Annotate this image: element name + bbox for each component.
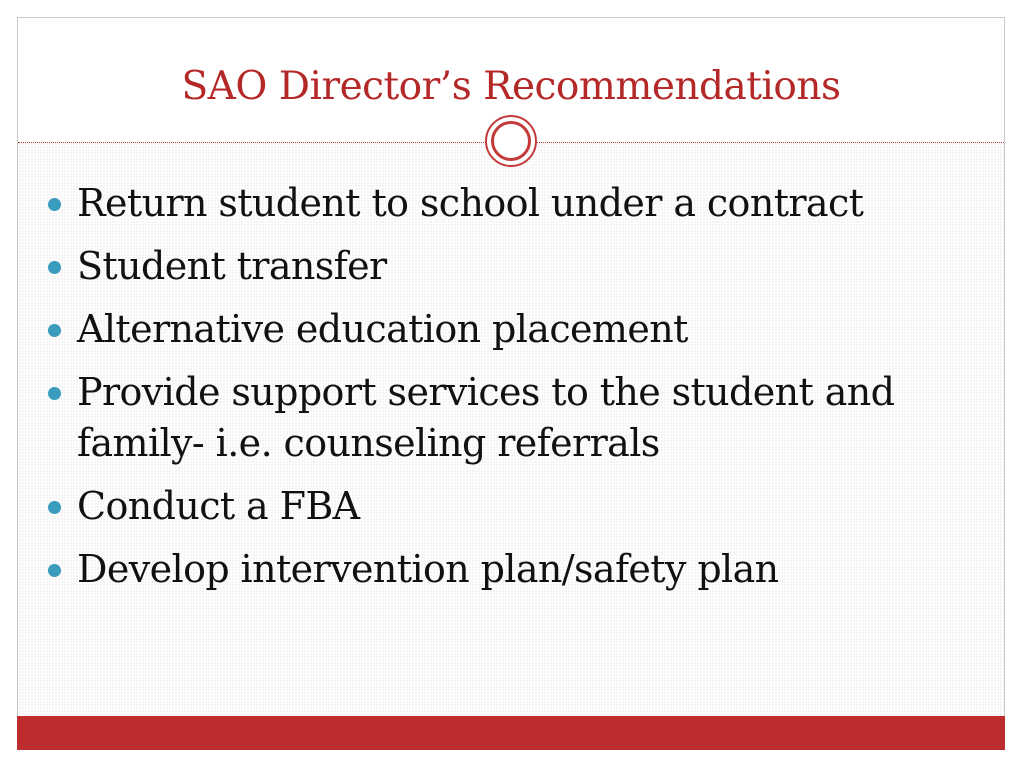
round-bullet-icon — [48, 198, 61, 211]
bullet-item — [44, 544, 974, 595]
bullet-text: Student transfer — [77, 244, 387, 288]
round-bullet-icon — [48, 564, 61, 577]
bullet-text: Alternative education placement — [77, 307, 688, 351]
bullet-list — [44, 178, 974, 607]
round-bullet-icon — [48, 501, 61, 514]
bullet-item — [44, 178, 974, 229]
bullet-text: Conduct a FBA — [77, 484, 360, 528]
round-bullet-icon — [48, 324, 61, 337]
double-circle-icon — [485, 115, 537, 167]
bullet-item — [44, 304, 974, 355]
bullet-text: Develop intervention plan/safety plan — [77, 547, 779, 591]
slide-title: SAO Director’s Recommendations — [181, 64, 841, 109]
bullet-text: Return student to school under a contract — [77, 181, 864, 225]
round-bullet-icon — [48, 387, 61, 400]
bullet-text: Provide support services to the student and family- i.e. counseling referrals — [77, 370, 895, 465]
round-bullet-icon — [48, 261, 61, 274]
bullet-item — [44, 367, 974, 469]
bullet-item — [44, 481, 974, 532]
bullet-item — [44, 241, 974, 292]
footer-bar — [17, 716, 1005, 750]
